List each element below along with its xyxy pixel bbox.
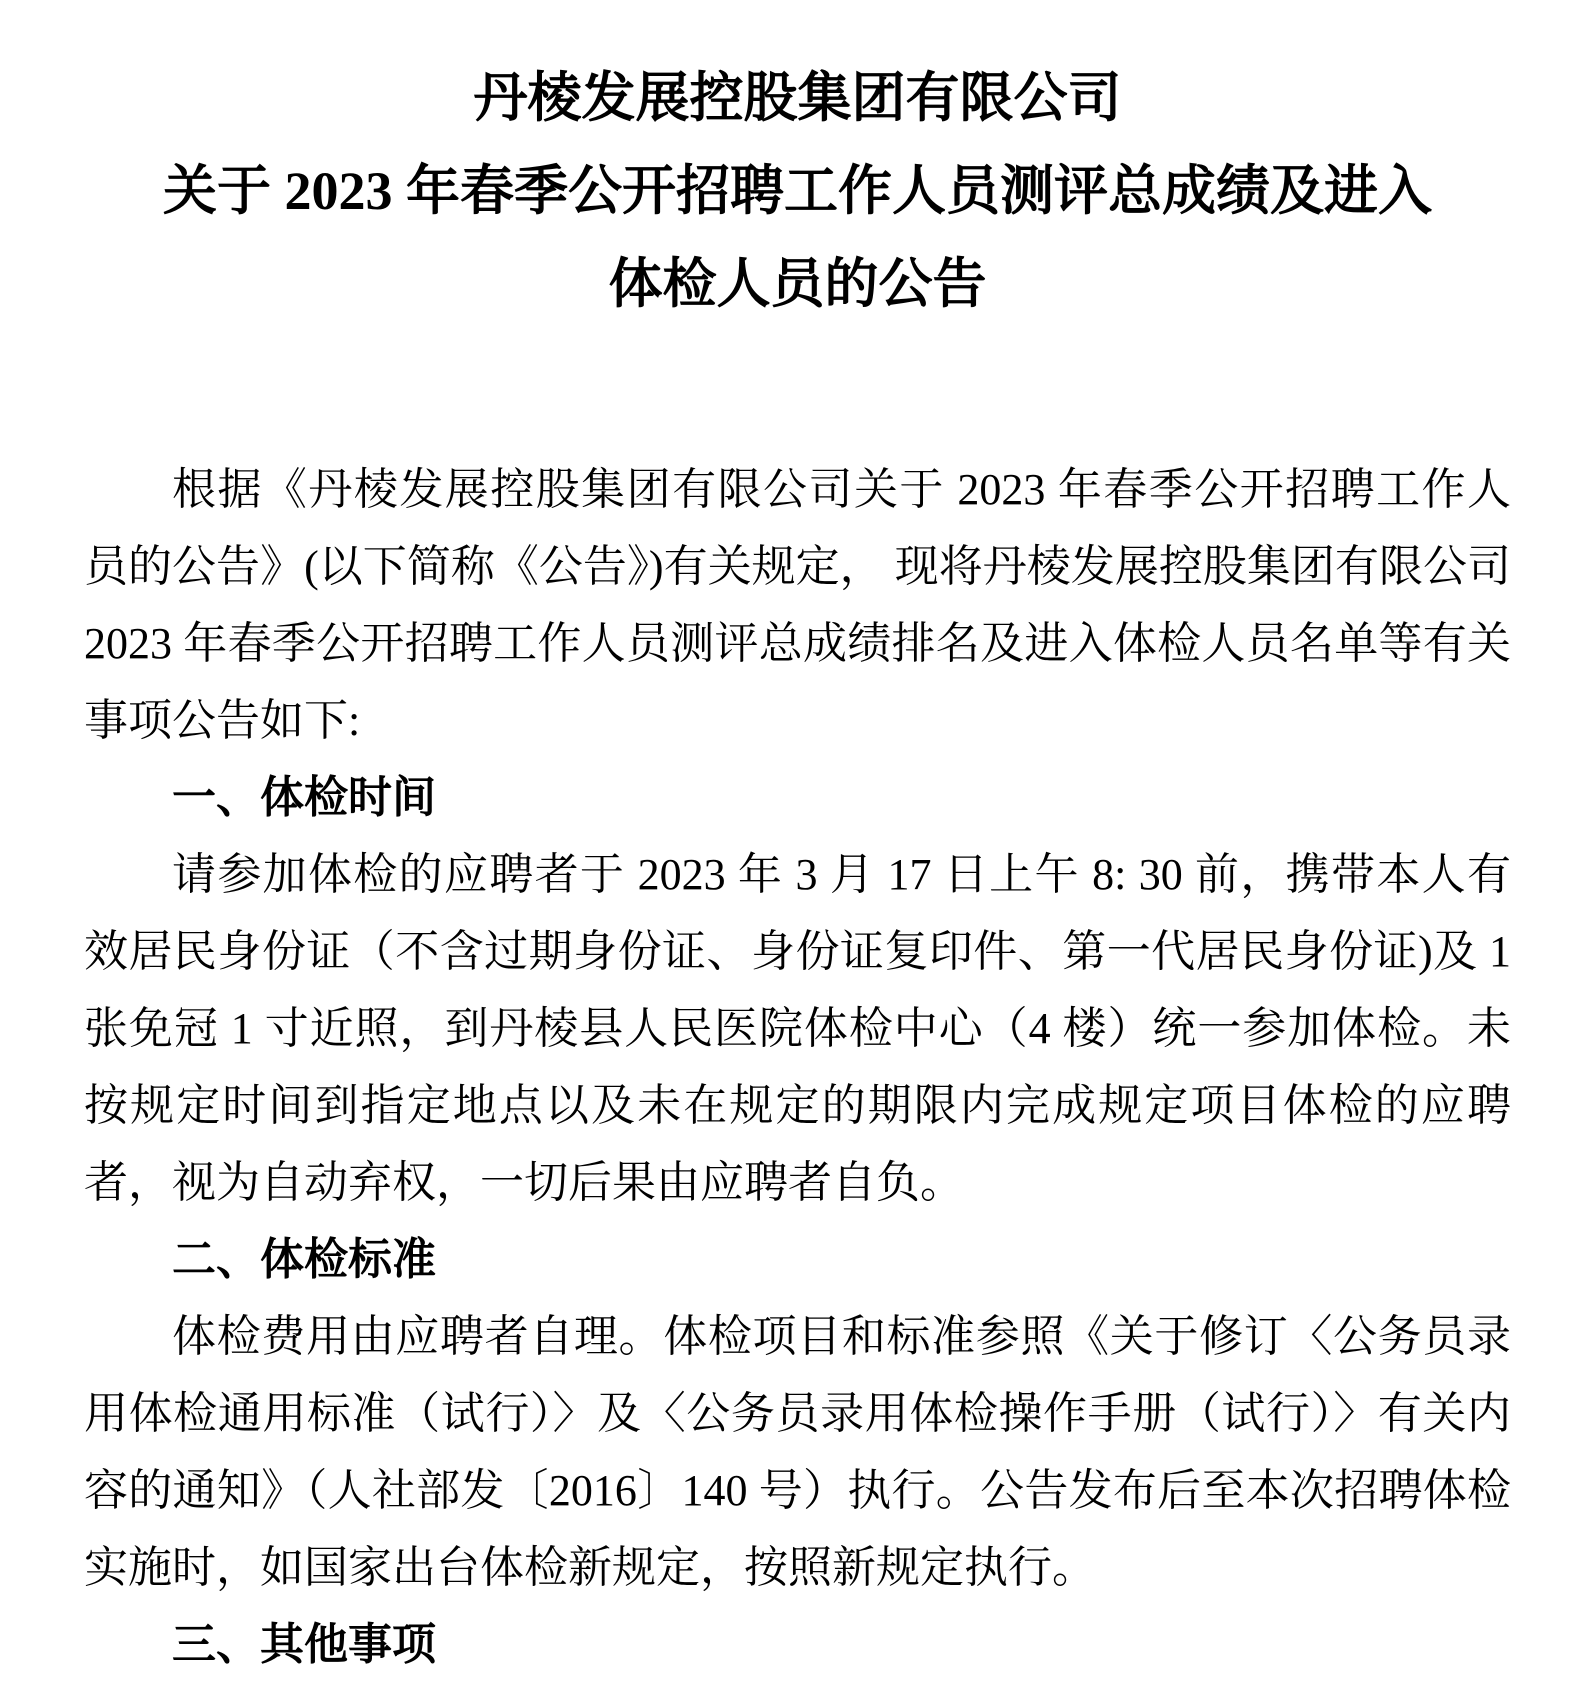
- title-line-subject: 关于 2023 年春季公开招聘工作人员测评总成绩及进入: [163, 161, 1432, 221]
- section-heading-exam-time: 一、体检时间: [172, 773, 436, 822]
- section-heading-exam-standard: 二、体检标准: [172, 1235, 436, 1284]
- document-body: [84, 451, 1511, 1683]
- section-heading-other-matters: 三、其他事项: [172, 1620, 436, 1669]
- intro-paragraph: 根据《丹棱发展控股集团有限公司关于 2023 年春季公开招聘工作人员的公告》(以下简称《公告》)有关规定， 现将丹棱发展控股集团有限公司 2023 年春季公开招聘工作人员测评总成绩排名及进入体检人员名单等有关事项公告如下:: [84, 465, 1511, 745]
- title-line-subject-continued: 体检人员的公告: [608, 254, 987, 314]
- section-exam-time-paragraph: 请参加体检的应聘者于 2023 年 3 月 17 日上午 8: 30 前，携带本人有效居民身份证（不含过期身份证、身份证复印件、第一代居民身份证)及 1 张免冠 1 寸近照，到丹棱县人民医院体检中心（4 楼）统一参加体检。未按规定时间到指定地点以及未在规定的期限内完成规定项目体检的应聘者，视为自动弃权，一切后果由应聘者自负。: [84, 850, 1511, 1207]
- document-title: [84, 52, 1511, 331]
- title-line-company: 丹棱发展控股集团有限公司: [473, 68, 1122, 128]
- section-exam-standard-paragraph: 体检费用由应聘者自理。体检项目和标准参照《关于修订〈公务员录用体检通用标准（试行）〉及〈公务员录用体检操作手册（试行）〉有关内容的通知》（人社部发〔2016〕140 号）执行。公告发布后至本次招聘体检实施时，如国家出台体检新规定，按照新规定执行。: [84, 1312, 1511, 1592]
